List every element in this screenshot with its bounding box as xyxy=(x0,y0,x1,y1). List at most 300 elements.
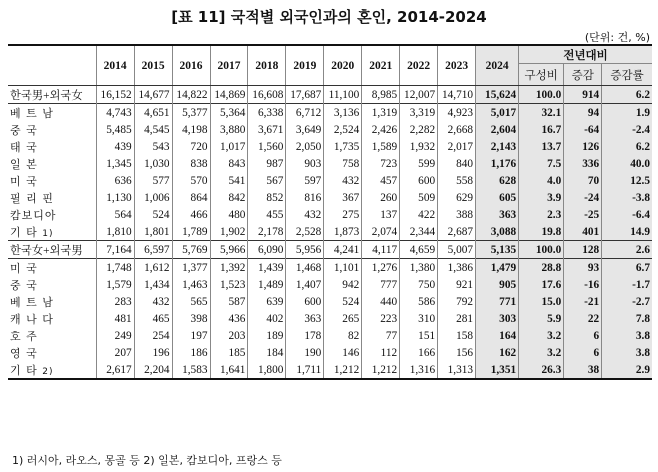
table-cell: 455 xyxy=(248,206,286,223)
table-cell: 1.9 xyxy=(602,104,652,122)
table-row xyxy=(8,155,652,172)
table-cell: 3.2 xyxy=(519,327,564,344)
table-cell: 629 xyxy=(438,189,476,206)
table-cell: 388 xyxy=(438,206,476,223)
table-cell: 457 xyxy=(362,172,400,189)
row-label-text: 영 국 xyxy=(10,346,38,360)
table-cell: 1,589 xyxy=(362,138,400,155)
row-label-text: 기 타 xyxy=(10,363,38,377)
header-year: 2020 xyxy=(324,45,362,86)
table-cell: 16,152 xyxy=(96,86,134,104)
table-cell: -1.7 xyxy=(602,276,652,293)
table-cell: -3.8 xyxy=(602,189,652,206)
table-cell: 70 xyxy=(564,172,602,189)
table-cell: 16,608 xyxy=(248,86,286,104)
table-row xyxy=(8,276,652,293)
table-cell: 3.8 xyxy=(602,344,652,361)
table-cell: 758 xyxy=(324,155,362,172)
table-cell: 1,641 xyxy=(210,361,248,379)
table-cell: 6.2 xyxy=(602,86,652,104)
table-cell: 422 xyxy=(400,206,438,223)
header-prev-year: 전년대비 xyxy=(519,45,652,64)
table-row xyxy=(8,344,652,361)
table-cell: 816 xyxy=(286,189,324,206)
table-cell: -64 xyxy=(564,121,602,138)
table-cell: 38 xyxy=(564,361,602,379)
table-cell: 1,017 xyxy=(210,138,248,155)
table-cell: 151 xyxy=(400,327,438,344)
table-cell: 162 xyxy=(476,344,519,361)
table-cell: 3,671 xyxy=(248,121,286,138)
table-cell: 842 xyxy=(210,189,248,206)
table-cell: 792 xyxy=(438,293,476,310)
table-cell: 5,017 xyxy=(476,104,519,122)
table-cell: 1,377 xyxy=(172,259,210,277)
table-cell: 2,687 xyxy=(438,223,476,241)
table-cell: 6 xyxy=(564,327,602,344)
table-cell: 4,545 xyxy=(134,121,172,138)
table-cell: 1,902 xyxy=(210,223,248,241)
header-year: 2017 xyxy=(210,45,248,86)
table-cell: 723 xyxy=(362,155,400,172)
table-row xyxy=(8,121,652,138)
row-label-text: 미 국 xyxy=(10,261,38,275)
table-cell: 2,344 xyxy=(400,223,438,241)
row-label xyxy=(8,104,96,122)
row-label xyxy=(8,259,96,277)
marriage-table xyxy=(8,44,652,380)
table-cell: 440 xyxy=(362,293,400,310)
table-cell: 838 xyxy=(172,155,210,172)
table-cell: 3.8 xyxy=(602,327,652,344)
table-cell: 524 xyxy=(324,293,362,310)
table-cell: 541 xyxy=(210,172,248,189)
table-cell: 987 xyxy=(248,155,286,172)
table-cell: 94 xyxy=(564,104,602,122)
table-cell: 4.0 xyxy=(519,172,564,189)
row-label-text: 기 타 xyxy=(10,225,38,239)
table-cell: 599 xyxy=(400,155,438,172)
table-cell: 2,524 xyxy=(324,121,362,138)
table-cell: 254 xyxy=(134,327,172,344)
table-cell: 310 xyxy=(400,310,438,327)
table-cell: 367 xyxy=(324,189,362,206)
row-label xyxy=(8,206,96,223)
table-cell: 6.2 xyxy=(602,138,652,155)
table-cell: 570 xyxy=(172,172,210,189)
table-cell: 1,439 xyxy=(248,259,286,277)
table-cell: 3,880 xyxy=(210,121,248,138)
table-cell: 1,873 xyxy=(324,223,362,241)
table-cell: 600 xyxy=(400,172,438,189)
row-label-text: 한국男+외국女 xyxy=(10,89,83,102)
table-cell: 1,468 xyxy=(286,259,324,277)
table-cell: -2.7 xyxy=(602,293,652,310)
table-cell: 15.0 xyxy=(519,293,564,310)
table-cell: 6 xyxy=(564,344,602,361)
table-cell: 2,668 xyxy=(438,121,476,138)
table-cell: 19.8 xyxy=(519,223,564,241)
row-footnote-marker: 1) xyxy=(42,228,54,239)
table-cell: 82 xyxy=(324,327,362,344)
table-cell: 605 xyxy=(476,189,519,206)
table-cell: 207 xyxy=(96,344,134,361)
table-cell: 22 xyxy=(564,310,602,327)
table-cell: 1,392 xyxy=(210,259,248,277)
table-cell: -6.4 xyxy=(602,206,652,223)
table-cell: 398 xyxy=(172,310,210,327)
table-cell: 509 xyxy=(400,189,438,206)
row-label xyxy=(8,121,96,138)
table-cell: 1,030 xyxy=(134,155,172,172)
table-cell: 524 xyxy=(134,206,172,223)
table-cell: 628 xyxy=(476,172,519,189)
table-cell: 1,711 xyxy=(286,361,324,379)
table-cell: 1,212 xyxy=(362,361,400,379)
header-year: 2023 xyxy=(438,45,476,86)
table-cell: 2,528 xyxy=(286,223,324,241)
row-label xyxy=(8,310,96,327)
row-label xyxy=(8,276,96,293)
table-cell: 15,624 xyxy=(476,86,519,104)
table-cell: 3,649 xyxy=(286,121,324,138)
table-cell: 2,178 xyxy=(248,223,286,241)
table-cell: 480 xyxy=(210,206,248,223)
table-cell: 4,117 xyxy=(362,241,400,259)
table-row-total xyxy=(8,241,652,259)
row-label-text: 베 트 남 xyxy=(10,295,54,309)
table-cell: 12,007 xyxy=(400,86,438,104)
table-cell: 4,743 xyxy=(96,104,134,122)
table-cell: 5.9 xyxy=(519,310,564,327)
table-cell: 336 xyxy=(564,155,602,172)
table-cell: 577 xyxy=(134,172,172,189)
table-cell: 363 xyxy=(286,310,324,327)
table-cell: 1,319 xyxy=(362,104,400,122)
table-cell: 13.7 xyxy=(519,138,564,155)
table-cell: 1,316 xyxy=(400,361,438,379)
table-cell: 196 xyxy=(134,344,172,361)
table-row xyxy=(8,104,652,122)
header-blank xyxy=(8,45,96,86)
table-cell: 465 xyxy=(134,310,172,327)
table-cell: 436 xyxy=(210,310,248,327)
table-cell: 14.9 xyxy=(602,223,652,241)
table-cell: 26.3 xyxy=(519,361,564,379)
table-cell: 586 xyxy=(400,293,438,310)
table-cell: 14,822 xyxy=(172,86,210,104)
header-year: 2019 xyxy=(286,45,324,86)
table-cell: 249 xyxy=(96,327,134,344)
table-cell: 600 xyxy=(286,293,324,310)
table-cell: 2.9 xyxy=(602,361,652,379)
table-cell: 565 xyxy=(172,293,210,310)
table-cell: 432 xyxy=(286,206,324,223)
table-cell: 186 xyxy=(172,344,210,361)
table-cell: 432 xyxy=(324,172,362,189)
table-cell: 185 xyxy=(210,344,248,361)
table-cell: 1,101 xyxy=(324,259,362,277)
table-cell: 903 xyxy=(286,155,324,172)
header-change-rate: 증감률 xyxy=(602,64,652,86)
table-cell: -25 xyxy=(564,206,602,223)
row-label xyxy=(8,155,96,172)
table-cell: 4,659 xyxy=(400,241,438,259)
table-cell: 1,560 xyxy=(248,138,286,155)
table-row xyxy=(8,172,652,189)
table-cell: 1,612 xyxy=(134,259,172,277)
table-row xyxy=(8,361,652,379)
table-cell: 942 xyxy=(324,276,362,293)
table-cell: 1,276 xyxy=(362,259,400,277)
table-cell: 6,712 xyxy=(286,104,324,122)
table-cell: 6.7 xyxy=(602,259,652,277)
table-cell: 852 xyxy=(248,189,286,206)
table-cell: 14,710 xyxy=(438,86,476,104)
table-cell: 3.2 xyxy=(519,344,564,361)
table-cell: 864 xyxy=(172,189,210,206)
table-cell: 363 xyxy=(476,206,519,223)
table-cell: 2,426 xyxy=(362,121,400,138)
row-label-text: 미 국 xyxy=(10,174,38,188)
table-cell: 5,135 xyxy=(476,241,519,259)
table-cell: 17,687 xyxy=(286,86,324,104)
table-cell: 4,923 xyxy=(438,104,476,122)
table-cell: 190 xyxy=(286,344,324,361)
table-cell: 126 xyxy=(564,138,602,155)
row-label xyxy=(8,241,96,259)
table-cell: 164 xyxy=(476,327,519,344)
row-label xyxy=(8,327,96,344)
row-label xyxy=(8,138,96,155)
table-cell: 5,769 xyxy=(172,241,210,259)
table-cell: 1,801 xyxy=(134,223,172,241)
table-cell: 1,386 xyxy=(438,259,476,277)
table-cell: 1,800 xyxy=(248,361,286,379)
table-cell: 5,007 xyxy=(438,241,476,259)
table-cell: 750 xyxy=(400,276,438,293)
table-cell: 5,485 xyxy=(96,121,134,138)
table-cell: 8,985 xyxy=(362,86,400,104)
table-cell: 2,050 xyxy=(286,138,324,155)
header-share: 구성비 xyxy=(519,64,564,86)
table-cell: 178 xyxy=(286,327,324,344)
unit-label: (단위: 건, %) xyxy=(584,31,650,44)
header-year: 2014 xyxy=(96,45,134,86)
table-cell: 840 xyxy=(438,155,476,172)
table-cell: 558 xyxy=(438,172,476,189)
table-cell: 5,956 xyxy=(286,241,324,259)
header-year: 2016 xyxy=(172,45,210,86)
row-label xyxy=(8,223,96,241)
header-year: 2021 xyxy=(362,45,400,86)
row-label xyxy=(8,172,96,189)
table-cell: 265 xyxy=(324,310,362,327)
table-cell: 587 xyxy=(210,293,248,310)
table-cell: 6,090 xyxy=(248,241,286,259)
table-row xyxy=(8,327,652,344)
table-cell: 203 xyxy=(210,327,248,344)
table-cell: 223 xyxy=(362,310,400,327)
table-cell: 1,810 xyxy=(96,223,134,241)
row-label-text: 필 리 핀 xyxy=(10,191,54,205)
table-cell: 636 xyxy=(96,172,134,189)
table-cell: 184 xyxy=(248,344,286,361)
table-cell: 1,345 xyxy=(96,155,134,172)
table-cell: 3,136 xyxy=(324,104,362,122)
table-cell: 283 xyxy=(96,293,134,310)
table-cell: 5,966 xyxy=(210,241,248,259)
table-cell: 166 xyxy=(400,344,438,361)
table-row xyxy=(8,206,652,223)
table-row-total xyxy=(8,86,652,104)
table-cell: 1,434 xyxy=(134,276,172,293)
table-cell: 1,479 xyxy=(476,259,519,277)
row-label-text: 호 주 xyxy=(10,329,38,343)
table-cell: 6,597 xyxy=(134,241,172,259)
table-cell: 1,748 xyxy=(96,259,134,277)
row-label xyxy=(8,86,96,104)
row-label xyxy=(8,189,96,206)
table-row xyxy=(8,138,652,155)
header-year: 2022 xyxy=(400,45,438,86)
row-label-text: 한국女+외국男 xyxy=(10,244,83,257)
table-cell: 7.8 xyxy=(602,310,652,327)
table-cell: 2,074 xyxy=(362,223,400,241)
table-cell: 17.6 xyxy=(519,276,564,293)
table-cell: 4,651 xyxy=(134,104,172,122)
table-cell: 28.8 xyxy=(519,259,564,277)
table-cell: 16.7 xyxy=(519,121,564,138)
table-cell: 3,319 xyxy=(400,104,438,122)
header-year: 2018 xyxy=(248,45,286,86)
row-label-text: 베 트 남 xyxy=(10,106,54,120)
table-cell: 439 xyxy=(96,138,134,155)
table-cell: 905 xyxy=(476,276,519,293)
table-cell: 260 xyxy=(362,189,400,206)
table-cell: 1,176 xyxy=(476,155,519,172)
header-year: 2015 xyxy=(134,45,172,86)
row-label xyxy=(8,344,96,361)
table-cell: 481 xyxy=(96,310,134,327)
table-row xyxy=(8,293,652,310)
table-cell: 1,463 xyxy=(172,276,210,293)
row-label-text: 캐 나 다 xyxy=(10,312,54,326)
table-cell: 158 xyxy=(438,327,476,344)
table-cell: 100.0 xyxy=(519,86,564,104)
table-cell: 432 xyxy=(134,293,172,310)
table-cell: 597 xyxy=(286,172,324,189)
table-cell: 921 xyxy=(438,276,476,293)
table-cell: 1,351 xyxy=(476,361,519,379)
table-cell: 1,735 xyxy=(324,138,362,155)
table-cell: 401 xyxy=(564,223,602,241)
table-row xyxy=(8,223,652,241)
header-year-current: 2024 xyxy=(476,45,519,86)
table-cell: 1,523 xyxy=(210,276,248,293)
table-cell: 112 xyxy=(362,344,400,361)
table-cell: 564 xyxy=(96,206,134,223)
table-cell: 720 xyxy=(172,138,210,155)
table-cell: 567 xyxy=(248,172,286,189)
table-cell: 639 xyxy=(248,293,286,310)
header-change: 증감 xyxy=(564,64,602,86)
table-cell: 2,017 xyxy=(438,138,476,155)
table-cell: 3.9 xyxy=(519,189,564,206)
row-footnote-marker: 2) xyxy=(42,366,54,377)
table-cell: 189 xyxy=(248,327,286,344)
table-cell: 93 xyxy=(564,259,602,277)
table-cell: 137 xyxy=(362,206,400,223)
table-cell: 914 xyxy=(564,86,602,104)
table-cell: 1,789 xyxy=(172,223,210,241)
table-row xyxy=(8,259,652,277)
table-cell: 4,198 xyxy=(172,121,210,138)
table-cell: 2,604 xyxy=(476,121,519,138)
table-cell: 11,100 xyxy=(324,86,362,104)
table-cell: 40.0 xyxy=(602,155,652,172)
row-label-text: 중 국 xyxy=(10,123,38,137)
table-title: [표 11] 국적별 외국인과의 혼인, 2014-2024 xyxy=(171,8,487,26)
table-cell: 777 xyxy=(362,276,400,293)
table-cell: 3,088 xyxy=(476,223,519,241)
table-cell: 2.6 xyxy=(602,241,652,259)
table-cell: 128 xyxy=(564,241,602,259)
table-cell: 543 xyxy=(134,138,172,155)
table-cell: 100.0 xyxy=(519,241,564,259)
table-cell: 1,212 xyxy=(324,361,362,379)
table-cell: 402 xyxy=(248,310,286,327)
table-cell: 843 xyxy=(210,155,248,172)
table-cell: 1,006 xyxy=(134,189,172,206)
table-cell: 275 xyxy=(324,206,362,223)
table-cell: 2,282 xyxy=(400,121,438,138)
table-cell: 303 xyxy=(476,310,519,327)
table-cell: 2,204 xyxy=(134,361,172,379)
table-cell: -2.4 xyxy=(602,121,652,138)
table-cell: 2,143 xyxy=(476,138,519,155)
table-cell: -24 xyxy=(564,189,602,206)
table-cell: -16 xyxy=(564,276,602,293)
table-cell: 5,364 xyxy=(210,104,248,122)
table-row xyxy=(8,310,652,327)
table-cell: 32.1 xyxy=(519,104,564,122)
table-cell: 7.5 xyxy=(519,155,564,172)
table-cell: 14,869 xyxy=(210,86,248,104)
row-label-text: 중 국 xyxy=(10,278,38,292)
table-cell: 1,932 xyxy=(400,138,438,155)
table-cell: -21 xyxy=(564,293,602,310)
row-label-text: 일 본 xyxy=(10,157,38,171)
table-cell: 1,489 xyxy=(248,276,286,293)
table-cell: 1,130 xyxy=(96,189,134,206)
table-cell: 466 xyxy=(172,206,210,223)
table-cell: 1,313 xyxy=(438,361,476,379)
table-cell: 1,407 xyxy=(286,276,324,293)
table-cell: 1,579 xyxy=(96,276,134,293)
table-cell: 771 xyxy=(476,293,519,310)
table-cell: 1,583 xyxy=(172,361,210,379)
table-cell: 6,338 xyxy=(248,104,286,122)
table-row xyxy=(8,189,652,206)
row-label xyxy=(8,293,96,310)
table-cell: 77 xyxy=(362,327,400,344)
table-cell: 12.5 xyxy=(602,172,652,189)
table-cell: 156 xyxy=(438,344,476,361)
row-label-text: 태 국 xyxy=(10,140,38,154)
footnote: 1) 러시아, 라오스, 몽골 등 2) 일본, 캄보디아, 프랑스 등 xyxy=(12,454,282,467)
table-cell: 2.3 xyxy=(519,206,564,223)
